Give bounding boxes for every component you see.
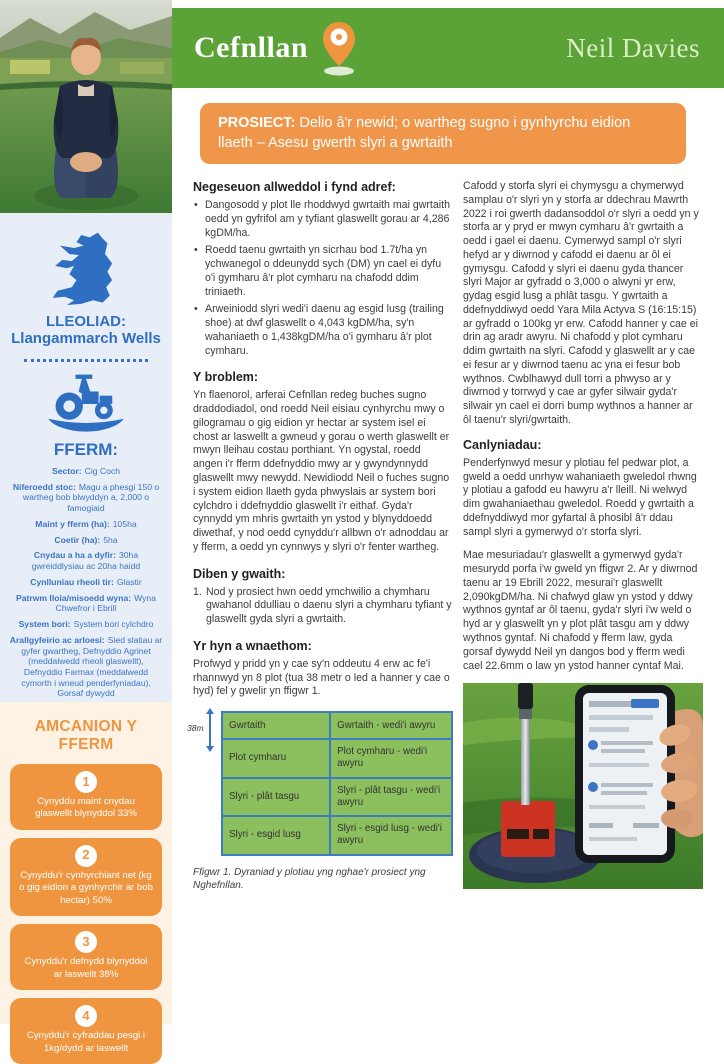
objective-3-number: 3	[75, 931, 97, 953]
farmer-photo-illustration	[0, 0, 172, 213]
plot-cell: Slyri - esgid lusg	[222, 816, 330, 854]
location-value: Llangammarch Wells	[11, 330, 161, 347]
farm-detail-grazing: System bori: System bori cylchdro	[18, 619, 154, 630]
farm-detail-lambing: Patrwm lloia/misoedd wyna: Wyna Chwefror i Ebrill	[16, 592, 156, 614]
what-we-did-text: Profwyd y pridd yn y cae sy'n oddeutu 4 erw ac fe'i rhannwyd yn 8 plot (tua 38 metr o led a hanner y cae o hyd) fel y gwelir yn ffigwr 1.	[193, 657, 450, 698]
plot-cell: Plot cymharu - wedi'i awyru	[330, 739, 452, 777]
farm-objectives-panel	[0, 702, 172, 1054]
case-study-farmer-name: Neil Davies	[566, 32, 700, 63]
plate-meter-photo-illustration	[463, 683, 703, 889]
plot-cell: Plot cymharu	[222, 739, 330, 777]
tractor-icon	[44, 370, 128, 436]
figure-1-caption: Ffigwr 1. Dyraniad y plotiau yng nghae'r prosiect yng Nghefnllan.	[193, 866, 426, 891]
key-message-item: • Dangosodd y plot lle rhoddwyd gwrtaith mai gwrtaith oedd yn gyfrifol am y tyfiant glaswellt gorau ar 4,286 kgDM/ha.	[193, 199, 453, 240]
objective-2-number: 2	[75, 845, 97, 867]
results-paragraph: Penderfynwyd mesur y plotiau fel pedwar plot, a gweld a oedd unrhyw wahaniaeth gweledol rhwng y plotiau a gafodd eu hawyru a'r lleill. Ni welwyd dim gwahaniaethau gweledol. Roedd y gwrtaith a ddefnyddiwyd mor gyfartal â phosibl â'r ddau sampl slyri a gymerwyd o'r storfa slyri.	[463, 456, 697, 538]
methods-paragraph: Cafodd y storfa slyri ei chymysgu a chymerwyd samplau o'r slyri yn y storfa ar ddechrau Mawrth 2022 i roi gwerth dadansoddol o'r slyri a oedd yn y storfa ar y pryd er mwyn cymharu â'r gwrtaith a oedd i gael ei daenu. Cymerwyd sampl o'r slyri hefyd ar y diwrnod y cafodd ei daenu ar ôl ei gymysgu. Cafodd y slyri ei daenu gyda thancer slyri Major ar gyfradd o 3,000 o alwyni yr erw, gydag esgid lusg a phlât tasgu. Y gwrtaith a ddefnyddiwyd oedd Yara Mila Actyva S (16:15:15) ar gyfradd o 100kg yr erw. Cafodd hanner y cae ei drin ag aradr awyru. Ni chafodd y plot cymharu ddim gwrtaith na slyri. Cafodd y glaswellt ar y cae ei fesur ar y diwrnod taenu ac yna ei fesur bob wythnos. Cwblhawyd dull torri a phwyso ar y diwrnod y torrwyd y cae ar gyfer silwair gyda'r silwair yn cael ei dorri bump wythnos a hanner ar ôl taenu'r slyri/gwrtaith.	[463, 180, 699, 427]
plate-meter-photo	[463, 683, 703, 889]
problem-heading: Y broblem:	[193, 370, 259, 385]
project-banner-text: Delio â'r newid; o wartheg sugno i gynhyrchu eidion llaeth – Asesu gwerth slyri a gwrtaith	[218, 115, 631, 151]
objective-1-text: Cynyddu maint cnydau glaswellt blynyddol 33%	[35, 796, 137, 820]
objective-4-text: Cynyddu'r cyfraddau pesgi i 1kg/dydd ar laswellt	[26, 1030, 146, 1054]
farmer-photo	[0, 0, 172, 213]
measurements-paragraph: Mae mesuriadau'r glaswellt a gymerwyd gyda'r mesurydd porfa i'w gweld yn ffigwr 2. Ar y diwrnod taenu ar 19 Ebrill 2022, mesurai'r glaswellt 2,090kgDM/ha. Ni chafwyd glaw yn ystod y ddwy wythnos gyntaf ar ôl taenu, gyda'r slyri i'w weld o hyd ar y glaswellt yn y plot plât tasgu am y ddwy wythnos gyntaf. Ni chafodd y fferm law, gyda gorsaf dywydd Neil yn dangos bod y fferm wedi cael 22.6mm o law yn ystod hanner cyntaf Mai.	[463, 549, 698, 672]
objective-1	[10, 764, 162, 830]
figure-width-label: 38m	[187, 723, 204, 734]
key-messages-heading: Negeseuon allweddol i fynd adref:	[193, 180, 396, 194]
plot-allocation-table	[221, 711, 453, 855]
table-row	[222, 712, 452, 739]
figure-arrow-column	[187, 711, 221, 855]
objective-2-text: Cynyddu'r cynhyrchiant net (kg o gig eidion a gynhyrchir ar bob hectar) 50%	[19, 869, 153, 906]
table-row	[222, 778, 452, 816]
objectives-heading: AMCANION Y FFERM	[34, 718, 138, 753]
plot-cell: Slyri - plât tasgu - wedi'i awyru	[330, 778, 452, 816]
farm-logo-text: Cefnllan	[194, 31, 309, 64]
farm-detail-land-schemes: Cynlluniau rheoli tir: Glastir	[30, 576, 142, 587]
main-column-left	[187, 180, 453, 892]
what-we-did-section	[193, 639, 453, 699]
objective-3	[10, 924, 162, 990]
key-messages-section	[193, 180, 453, 358]
farm-detail-sector: Sector: Cig Coch	[52, 466, 120, 476]
what-we-did-heading: Yr hyn a wnaethom:	[193, 638, 312, 653]
wales-map-icon	[49, 229, 123, 305]
project-banner-label: PROSIECT:	[218, 115, 296, 131]
objective-4-number: 4	[75, 1005, 97, 1027]
problem-text: Yn flaenorol, arferai Cefnllan redeg buches sugno draddodiadol, ond roedd Neil eisiau cynhyrchu mwy o gilogramau o gig eidion yr hectar ar system isel ei chost ar laswellt a gwneud y gorau o werth glaswellt er mwyn lleihau costau porthiant. Yn ogystal, roedd angen i'r fferm ddefnyddio mwy ar y gwyndynnydd glaswellt mwy newydd. Newidiodd Neil o fuches sugno i system eidion llaeth gyda phwyslais ar system bori cylchdro i ddefnyddio glaswellt i'r eithaf. Gyda'r cynnydd ym mhris gwrtaith yn ystod y blynyddoedd diwethaf, y nod oedd cynyddu'r allbwn o'r adnoddau ar y fferm, a oedd yn cynnwys y slyri o'r fenter wartheg.	[193, 389, 450, 553]
brand-logo	[194, 20, 360, 76]
farm-detail-crops: Cnydau a ha a dyfir: 30ha gwreiddlysiau ac 20ha haidd	[31, 550, 141, 572]
sidebar-location-farm-panel	[0, 213, 172, 702]
farm-detail-diversification: Arallgyfeirio ac arloesi: Sied slatiau ar gyfer gwartheg, Defnyddio Agrinet (meddalwedd rheoli glaswellt), Defnyddio Farmax (meddalwedd cymorth i wneud penderfyniadau), Gorsaf dywydd	[9, 634, 163, 699]
key-message-item: • Arweiniodd slyri wedi'i daenu ag esgid lusg (trailing shoe) at dwf glaswellt o 4,043 kgDM/ha, sy'n wahaniaeth o 1,438kgDM/ha o'i gymharu â'r plot cymharu.	[193, 303, 453, 358]
location-pin-icon	[318, 20, 360, 76]
farm-detail-size: Maint y fferm (ha): 105ha	[35, 518, 137, 529]
main-column-right	[463, 180, 703, 892]
objective-3-text: Cynyddu'r defnydd blynyddol ar laswellt 38%	[24, 956, 148, 980]
main-content	[187, 180, 703, 892]
objective-4	[10, 998, 162, 1064]
dotted-separator	[24, 359, 148, 362]
location-heading: LLEOLIAD:	[46, 313, 126, 330]
page-header	[172, 8, 724, 88]
purpose-section	[193, 567, 453, 627]
objective-1-number: 1	[75, 771, 97, 793]
farm-detail-stock: Niferoedd stoc: Magu a phesgi 150 o wartheg bob blwyddyn a, 2,000 o famogiaid	[12, 481, 160, 514]
farm-detail-woodland: Coetir (ha): 5ha	[54, 534, 118, 545]
farm-heading: FFERM:	[53, 440, 119, 459]
plot-cell: Gwrtaith - wedi'i awyru	[330, 712, 452, 739]
double-arrow-icon	[209, 713, 211, 747]
figure-1-plot-diagram	[187, 711, 453, 855]
plot-cell: Gwrtaith	[222, 712, 330, 739]
plot-cell: Slyri - esgid lusg - wedi'i awyru	[330, 816, 452, 854]
key-messages-list	[193, 199, 453, 358]
project-banner	[200, 103, 686, 164]
table-row	[222, 816, 452, 854]
purpose-heading: Diben y gwaith:	[193, 566, 286, 581]
key-message-item: • Roedd taenu gwrtaith yn sicrhau bod 1.7t/ha yn ychwanegol o ddeunydd sych (DM) yn cael ei dyfu o'i gymharu â'r plot cymharu na chafodd ddim triniaeth.	[193, 244, 453, 299]
table-row	[222, 739, 452, 777]
problem-section	[193, 370, 453, 554]
purpose-item: 1. Nod y prosiect hwn oedd ymchwilio a chymharu gwahanol ddulliau o daenu slyri a chymharu tyfiant y glaswellt gyda slyri a gwrtaith.	[193, 586, 453, 627]
results-heading: Canlyniadau:	[463, 437, 542, 452]
objective-2	[10, 838, 162, 916]
plot-cell: Slyri - plât tasgu	[222, 778, 330, 816]
